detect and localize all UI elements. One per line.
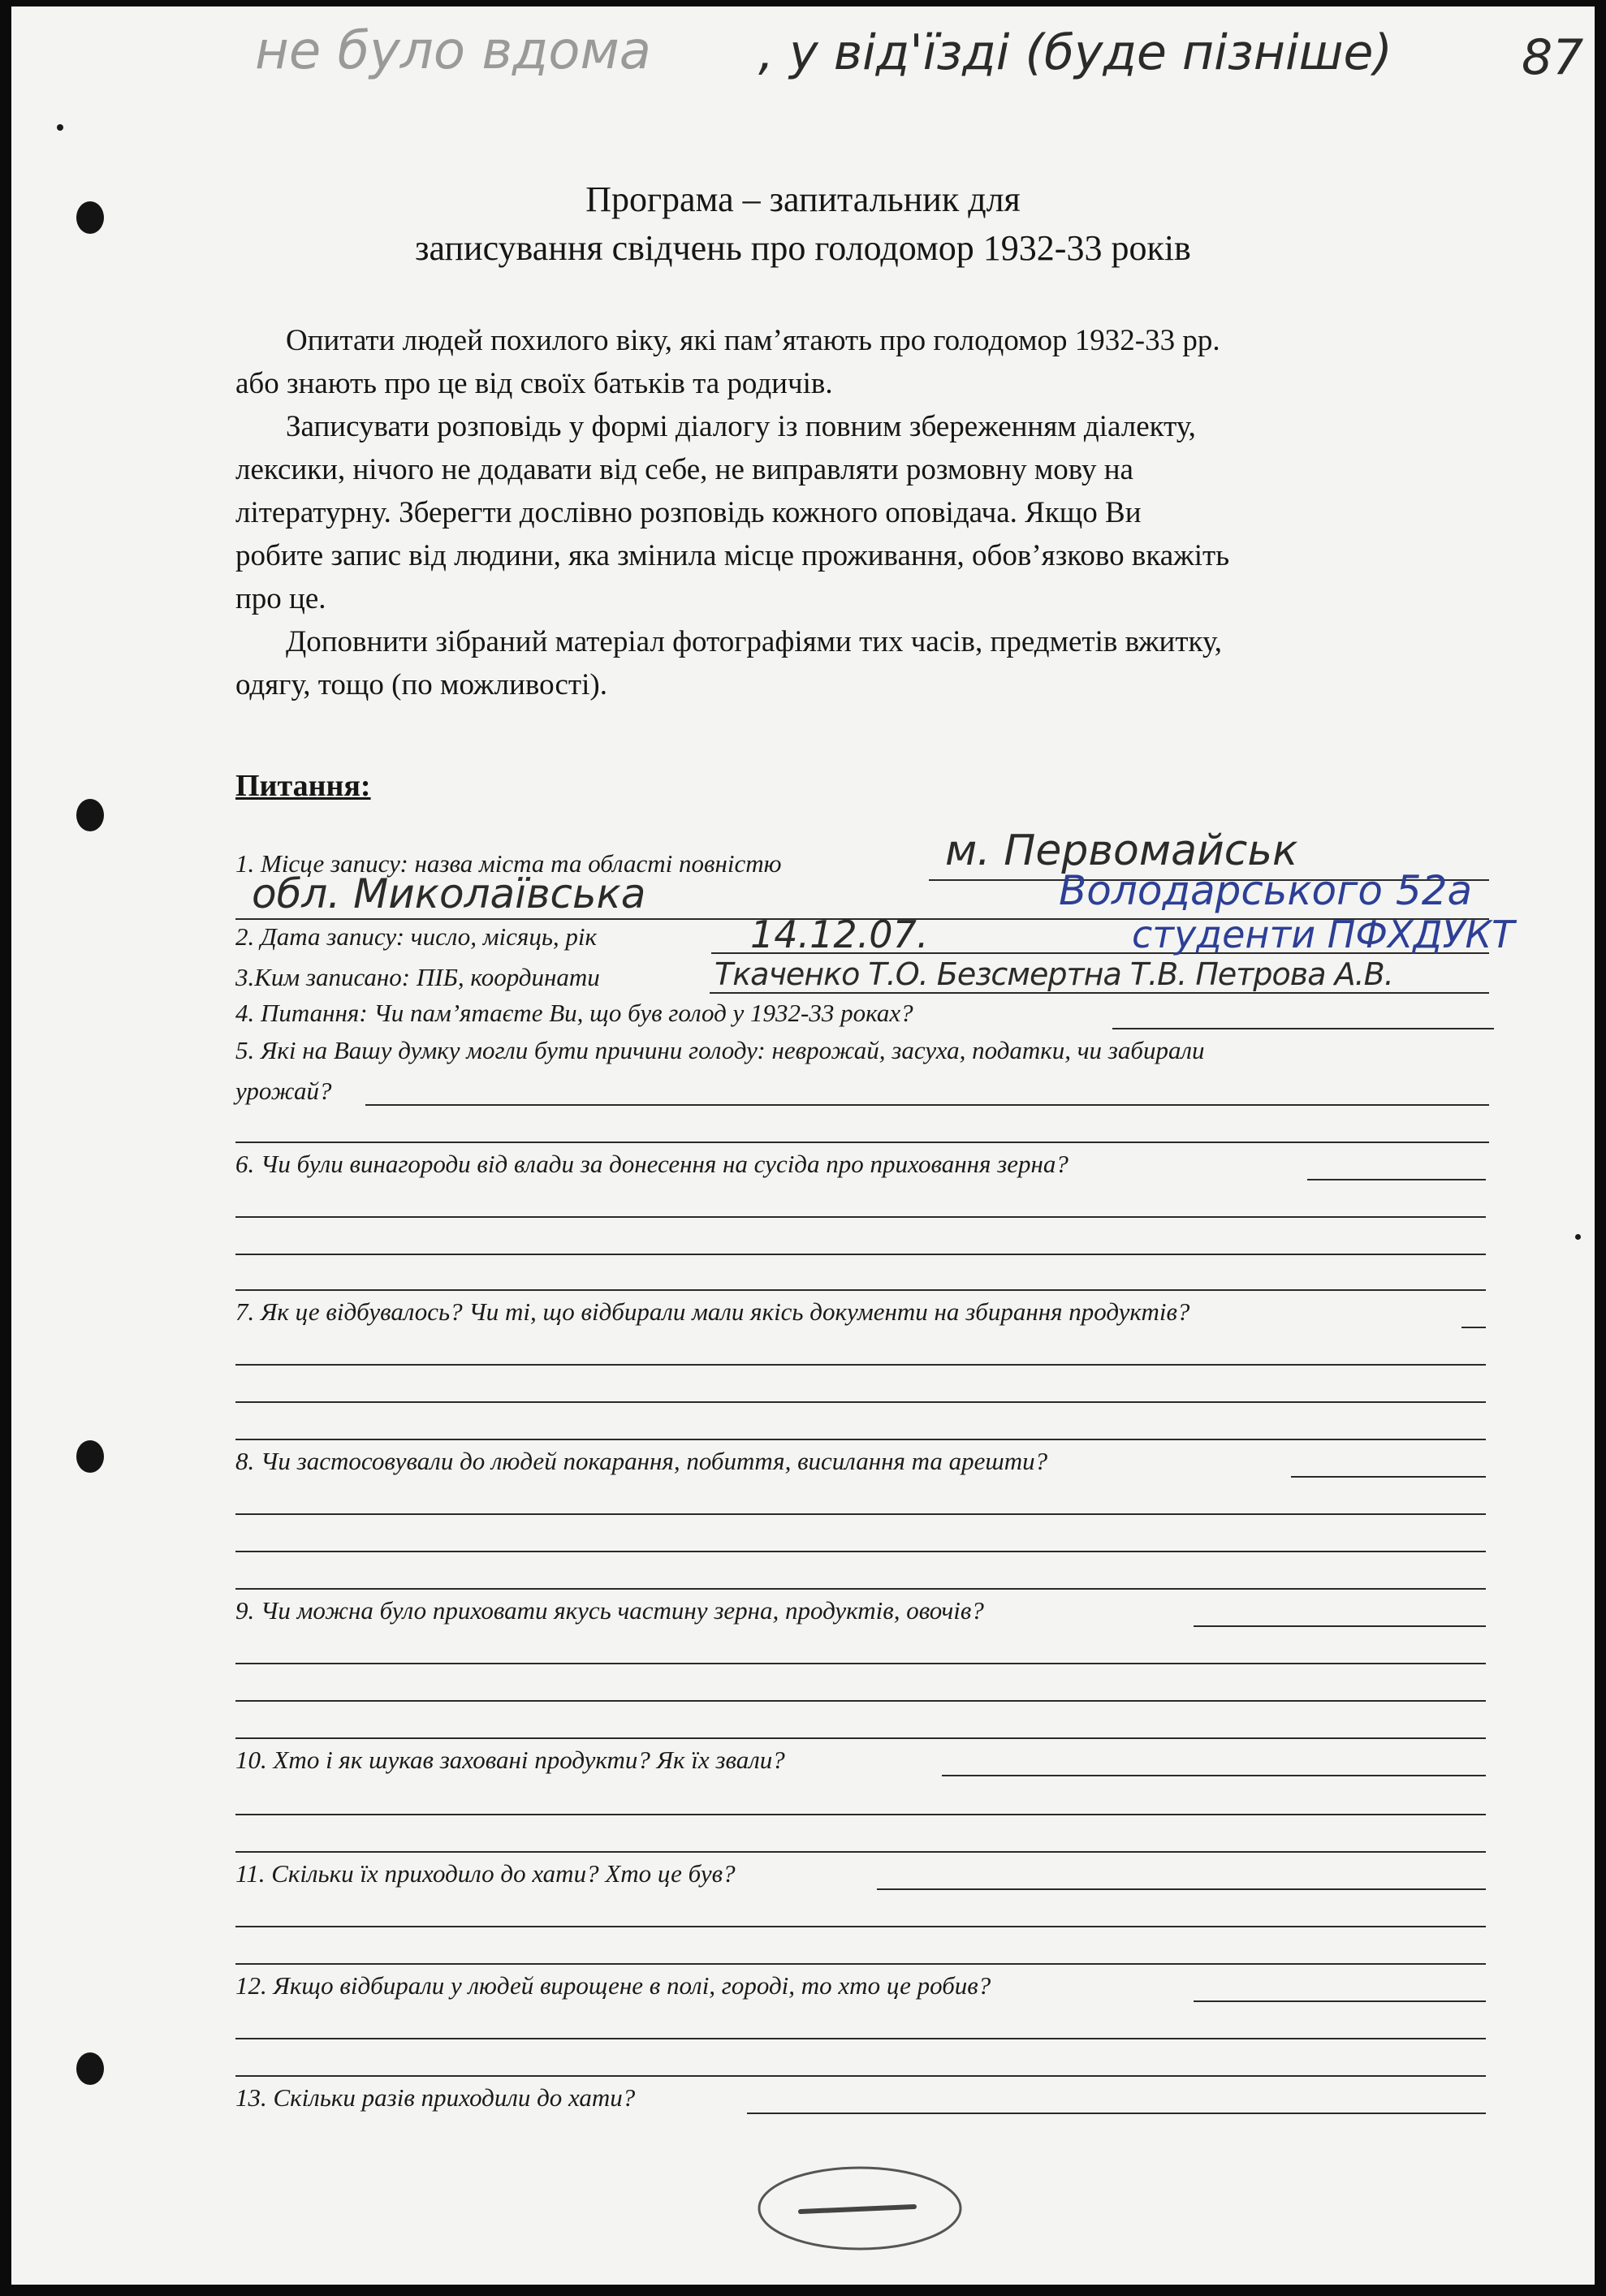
intro-line: Записувати розповідь у формі діалогу із повним збереженням діалекту, [286,410,1196,443]
page-number: 87 [1522,29,1584,86]
question-1: 1. Місце запису: назва міста та області повністю [235,849,782,878]
intro-line: робите запис від людини, яка змінила місце проживання, обов’язково вкажіть [235,539,1230,572]
intro-line: Доповнити зібраний матеріал фотографіями тих часів, предметів вжитку, [286,625,1223,658]
question-3: 3.Ким записано: ПІБ, координати [235,963,600,991]
intro-line: лексики, нічого не додавати від себе, не виправляти розмовну мову на [235,453,1133,486]
answer-recorded-by[interactable]: Ткаченко Т.О. Безсмертна Т.В. Петрова А.В. [714,956,1393,992]
answer-line [877,1888,1486,1890]
answer-line [235,1700,1486,1702]
answer-line [942,1775,1486,1776]
intro-line: Опитати людей похилого віку, які пам’ятають про голодомор 1932-33 рр. [286,324,1220,357]
answer-line [235,1289,1486,1291]
stray-mark [57,124,63,131]
question-7: 7. Як це відбувалось? Чи ті, що відбирали мали якісь документи на збирання продуктів? [235,1297,1190,1326]
answer-line [235,1963,1486,1965]
answer-line [235,1142,1489,1143]
answer-line [235,1588,1486,1590]
answer-line [710,992,1489,994]
answer-line [235,1254,1486,1255]
answer-line [1291,1476,1486,1478]
question-6: 6. Чи були винагороди від влади за донесення на сусіда про приховання зерна? [235,1150,1069,1178]
answer-date[interactable]: 14.12.07. [750,913,929,956]
answer-line [235,1737,1486,1739]
stray-mark [1575,1234,1581,1240]
intro-line: або знають про це від своїх батьків та родичів. [235,367,833,400]
answer-line [235,1851,1486,1853]
ink-note: , у від'їзді (буде пізніше) [758,24,1392,81]
answer-line [365,1104,1489,1106]
answer-address[interactable]: Володарського 52а [1059,867,1473,914]
answer-line [235,2075,1486,2077]
binder-hole-4 [76,2052,104,2085]
binder-hole-3 [76,1440,104,1473]
answer-line [1461,1327,1486,1328]
question-4: 4. Питання: Чи пам’ятаєте Ви, що був голод у 1932-33 роках? [235,999,913,1027]
answer-place-city[interactable]: м. Первомайськ [945,826,1298,875]
answer-students[interactable]: студенти ПФХДУКТ [1132,913,1515,956]
page-title-line-2: записування свідчень про голодомор 1932-33 років [415,228,1191,268]
binder-hole-2 [76,799,104,831]
answer-line [1112,1028,1494,1029]
answer-line [235,1663,1486,1664]
pencil-circle-mark [750,2160,969,2257]
question-9: 9. Чи можна було приховати якусь частину зерна, продуктів, овочів? [235,1596,984,1625]
intro-line: літературну. Зберегти дослівно розповідь кожного оповідача. Якщо Ви [235,496,1142,529]
answer-place-oblast[interactable]: обл. Миколаївська [252,870,646,917]
answer-line [235,1364,1486,1366]
answer-line [1307,1179,1486,1180]
question-11: 11. Скільки їх приходило до хати? Хто це був? [235,1859,736,1888]
answer-line [235,1814,1486,1815]
question-10: 10. Хто і як шукав заховані продукти? Як їх звали? [235,1746,785,1774]
questions-heading: Питання: [235,769,371,803]
answer-line [235,1926,1486,1927]
answer-line [235,1513,1486,1515]
page-title-line-1: Програма – запитальник для [585,179,1021,219]
pencil-note: не було вдома [255,21,651,81]
document-page [11,6,1595,2285]
question-12: 12. Якщо відбирали у людей вирощене в полі, городі, то хто це робив? [235,1971,991,2000]
intro-line: про це. [235,582,326,615]
answer-line [235,2038,1486,2039]
question-8: 8. Чи застосовували до людей покарання, побиття, висилання та арешти? [235,1447,1048,1475]
intro-line: одягу, тощо (по можливості). [235,668,607,701]
answer-line [235,1439,1486,1440]
question-5: 5. Які на Вашу думку могли бути причини голоду: неврожай, засуха, податки, чи забирали [235,1036,1205,1064]
answer-line [235,1401,1486,1403]
answer-line [235,1216,1486,1218]
question-5-cont: урожай? [235,1077,332,1105]
answer-line [747,2113,1486,2114]
answer-line [235,1551,1486,1552]
question-13: 13. Скільки разів приходили до хати? [235,2083,636,2112]
answer-line [1194,2000,1486,2002]
answer-line [1194,1625,1486,1627]
question-2: 2. Дата запису: число, місяць, рік [235,922,598,951]
